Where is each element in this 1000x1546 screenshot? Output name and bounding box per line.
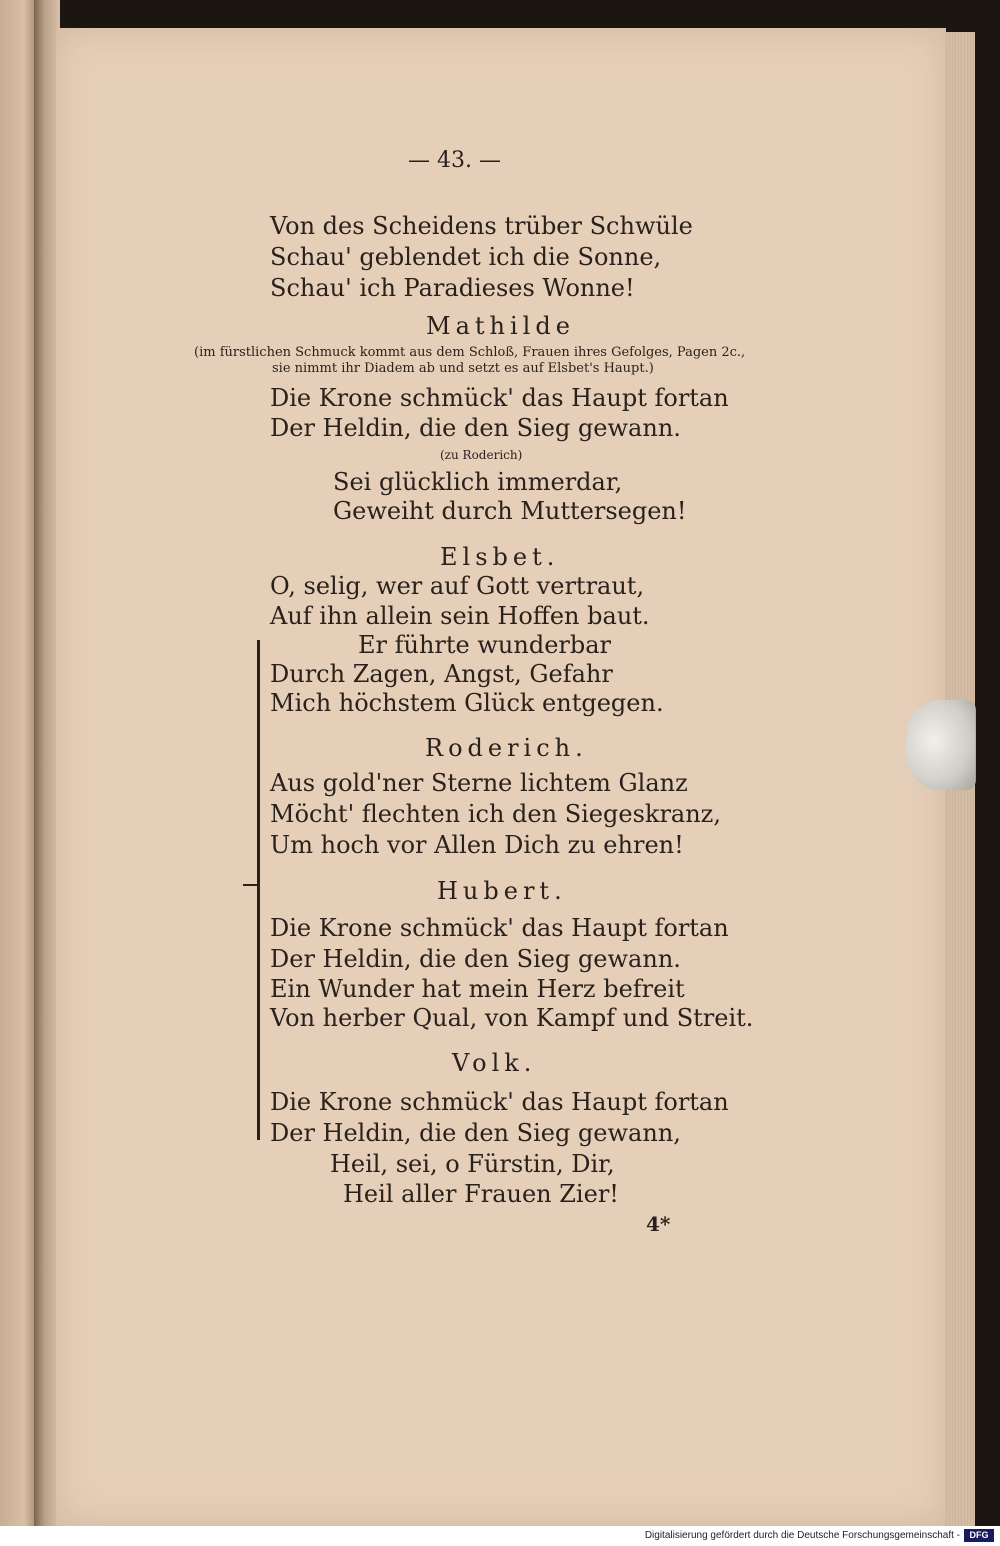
footer-bar (0, 1526, 1000, 1546)
speaker-elsbet: Elsbet. (440, 543, 560, 571)
verse-line: Der Heldin, die den Sieg gewann, (270, 1119, 681, 1147)
page-number: — 43. — (408, 148, 501, 173)
verse-line: Von herber Qual, von Kampf und Streit. (270, 1004, 754, 1032)
verse-line: Die Krone schmück' das Haupt fortan (270, 384, 729, 412)
verse-line: Er führte wunderbar (358, 631, 612, 659)
verse-line: Die Krone schmück' das Haupt fortan (270, 914, 729, 942)
verse-line: Möcht' flechten ich den Siegeskranz, (270, 800, 721, 828)
verse-line: O, selig, wer auf Gott vertraut, (270, 572, 645, 600)
signature-mark: 4* (646, 1212, 671, 1236)
dfg-logo: DFG (964, 1529, 994, 1542)
handwritten-bracket (257, 640, 272, 1140)
speaker-hubert: Hubert. (437, 877, 567, 905)
verse-line: Heil aller Frauen Zier! (343, 1180, 619, 1208)
verse-line: Aus gold'ner Sterne lichtem Glanz (270, 769, 688, 797)
verse-line: Der Heldin, die den Sieg gewann. (270, 945, 681, 973)
footer-credit: Digitalisierung gefördert durch die Deutsche Forschungsgemeinschaft - (644, 1530, 960, 1541)
stage-direction: (im fürstlichen Schmuck kommt aus dem Schloß, Frauen ihres Gefolges, Pagen 2c., (194, 345, 746, 360)
verse-line: Die Krone schmück' das Haupt fortan (270, 1088, 729, 1116)
handwritten-bracket-tip (243, 884, 257, 886)
verse-line: Schau' geblendet ich die Sonne, (270, 243, 662, 271)
verse-line: Der Heldin, die den Sieg gewann. (270, 414, 681, 442)
verse-line: Geweiht durch Muttersegen! (333, 497, 687, 525)
stage-direction: sie nimmt ihr Diadem ab und setzt es auf Elsbet's Haupt.) (272, 361, 654, 376)
speaker-roderich: Roderich. (425, 734, 588, 762)
speaker-mathilde: Mathilde (426, 312, 575, 340)
verse-line: Heil, sei, o Fürstin, Dir, (330, 1150, 615, 1178)
verse-line: Durch Zagen, Angst, Gefahr (270, 660, 613, 688)
speaker-volk: Volk. (452, 1049, 537, 1077)
page-clip (906, 700, 976, 790)
verse-line: Schau' ich Paradieses Wonne! (270, 274, 635, 302)
verse-line: Um hoch vor Allen Dich zu ehren! (270, 831, 684, 859)
verse-line: Ein Wunder hat mein Herz befreit (270, 975, 685, 1003)
verse-line: Auf ihn allein sein Hoffen baut. (270, 602, 650, 630)
verse-line: Sei glücklich immerdar, (333, 468, 623, 496)
verse-line: Von des Scheidens trüber Schwüle (270, 212, 693, 240)
stage-direction-aside: (zu Roderich) (440, 448, 523, 462)
verse-line: Mich höchstem Glück entgegen. (270, 689, 664, 717)
